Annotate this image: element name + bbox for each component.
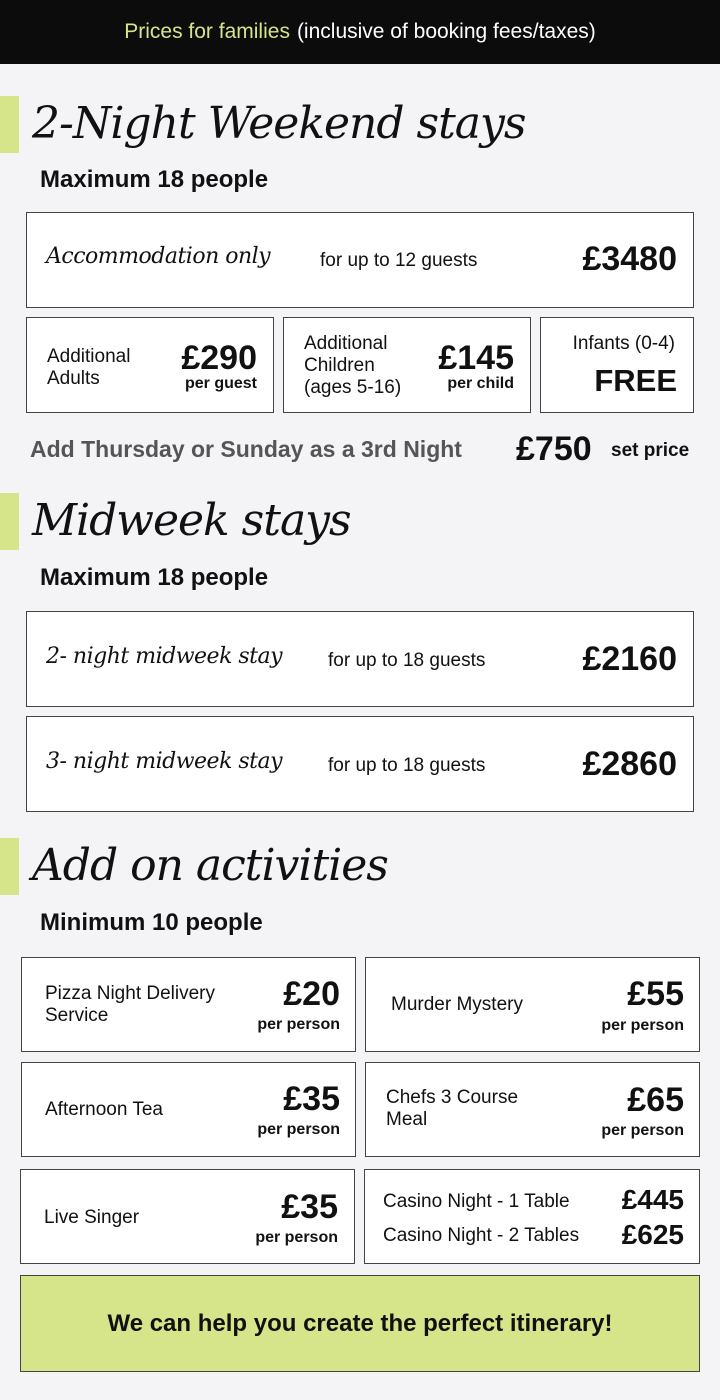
casino-1-table-price: £445 — [621, 1184, 684, 1215]
activity-card — [20, 1169, 355, 1264]
activity-label: Live Singer — [44, 1207, 140, 1228]
accommodation-price: £3480 — [582, 240, 677, 278]
additional-adults-price: £290 — [181, 339, 257, 377]
activity-label: Afternoon Tea — [45, 1099, 163, 1120]
additional-children-card — [283, 317, 531, 413]
section-accent-bar — [0, 838, 19, 895]
activity-label: Pizza Night Delivery Service — [45, 983, 215, 1026]
additional-children-price: £145 — [438, 339, 514, 377]
midweek-row — [26, 716, 694, 812]
casino-card — [364, 1169, 700, 1264]
additional-adults-card — [26, 317, 274, 413]
weekend-title: 2-Night Weekend stays — [32, 98, 526, 149]
activity-card — [21, 957, 356, 1052]
activity-price: £35 — [283, 1080, 340, 1118]
casino-2-tables-label: Casino Night - 2 Tables — [383, 1225, 580, 1246]
activity-price: £35 — [281, 1188, 338, 1226]
activity-card — [365, 957, 700, 1052]
section-accent-bar — [0, 96, 19, 153]
activity-unit: per person — [601, 1122, 684, 1139]
header-accent-text: Prices for families — [124, 20, 290, 43]
additional-children-label: Additional Children (ages 5-16) — [304, 333, 402, 398]
midweek-title: Midweek stays — [32, 495, 351, 546]
section-accent-bar — [0, 493, 19, 550]
infants-price: FREE — [594, 363, 677, 398]
infants-card — [540, 317, 694, 413]
activity-unit: per person — [257, 1016, 340, 1033]
activity-unit: per person — [255, 1229, 338, 1246]
itinerary-banner: We can help you create the perfect itinerary! — [20, 1275, 700, 1372]
activity-card — [21, 1062, 356, 1157]
accommodation-label: Accommodation only — [46, 244, 271, 269]
midweek-row-guests: for up to 18 guests — [328, 755, 486, 776]
activities-title: Add on activities — [32, 840, 388, 891]
midweek-row-price: £2860 — [582, 745, 677, 783]
activity-price: £55 — [627, 975, 684, 1013]
additional-children-unit: per child — [447, 375, 514, 392]
activity-card — [365, 1062, 700, 1157]
midweek-row-guests: for up to 18 guests — [328, 650, 486, 671]
midweek-row-price: £2160 — [582, 640, 677, 678]
weekend-subtitle: Maximum 18 people — [40, 166, 269, 193]
header-bar — [0, 0, 720, 64]
midweek-subtitle: Maximum 18 people — [40, 564, 269, 591]
activities-subtitle: Minimum 10 people — [40, 909, 263, 936]
activity-unit: per person — [601, 1017, 684, 1034]
accommodation-guests: for up to 12 guests — [320, 250, 478, 271]
header-rest-text: (inclusive of booking fees/taxes) — [296, 20, 596, 43]
midweek-row — [26, 611, 694, 707]
midweek-row-label: 3- night midweek stay — [46, 749, 283, 774]
additional-adults-unit: per guest — [184, 375, 257, 392]
casino-1-table-label: Casino Night - 1 Table — [383, 1191, 570, 1212]
extra-night-price: £750 — [516, 430, 592, 468]
activity-unit: per person — [257, 1121, 340, 1138]
activity-label: Murder Mystery — [391, 994, 523, 1015]
activity-price: £20 — [283, 975, 340, 1013]
accommodation-card — [26, 212, 694, 308]
extra-night-unit: set price — [611, 440, 690, 461]
midweek-row-label: 2- night midweek stay — [46, 644, 283, 669]
additional-adults-label: Additional Adults — [47, 346, 131, 389]
extra-night-label: Add Thursday or Sunday as a 3rd Night — [30, 436, 462, 462]
infants-label: Infants (0-4) — [572, 333, 675, 354]
activity-label: Chefs 3 Course Meal — [386, 1087, 519, 1130]
activity-price: £65 — [627, 1081, 684, 1119]
casino-2-tables-price: £625 — [621, 1219, 684, 1250]
